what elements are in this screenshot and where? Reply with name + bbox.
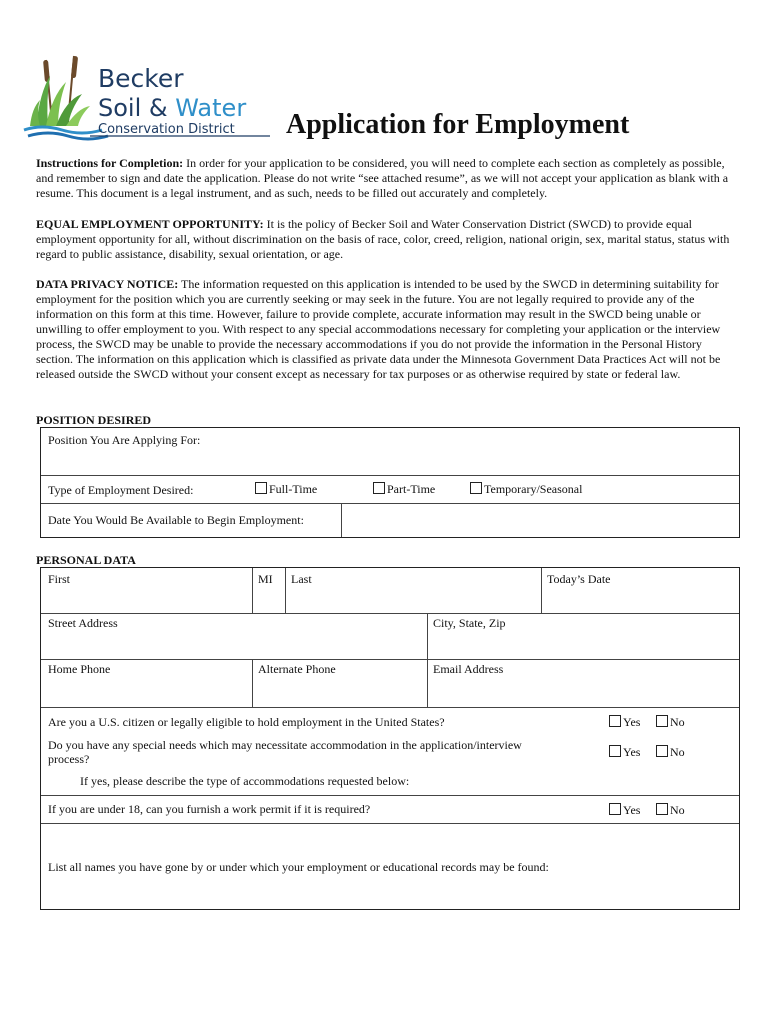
special-needs-no-option[interactable]: No (656, 745, 685, 760)
checkbox-icon[interactable] (373, 482, 385, 494)
last-name-field[interactable] (287, 588, 539, 612)
todays-date-label: Today’s Date (547, 572, 611, 586)
option-full-time[interactable]: Full-Time (255, 482, 317, 497)
eeo-heading: EQUAL EMPLOYMENT OPPORTUNITY: (36, 217, 264, 231)
divider (252, 568, 253, 613)
page-title: Application for Employment (286, 109, 630, 140)
special-needs-question-line1: Do you have any special needs which may necessitate accommodation in the application/interview (48, 738, 522, 752)
divider (41, 823, 739, 824)
last-name-label: Last (291, 572, 312, 586)
checkbox-icon[interactable] (609, 745, 621, 757)
special-needs-yes-option[interactable]: Yes (609, 745, 640, 760)
email-address-label: Email Address (433, 662, 504, 676)
email-address-field[interactable] (429, 679, 738, 706)
citizen-question: Are you a U.S. citizen or legally eligible to hold employment in the United States? (48, 715, 445, 729)
position-applying-label: Position You Are Applying For: (48, 433, 201, 447)
accommodations-describe-label: If yes, please describe the type of accommodations requested below: (80, 774, 410, 788)
alternate-phone-field[interactable] (254, 679, 425, 706)
logo-text-becker: Becker (98, 64, 184, 93)
instructions-paragraph (36, 156, 736, 201)
logo-text-soil-water (98, 96, 246, 120)
citizen-no-option[interactable]: No (656, 715, 685, 730)
street-address-label: Street Address (48, 616, 118, 630)
divider (41, 795, 739, 796)
checkbox-icon[interactable] (609, 715, 621, 727)
under-18-question: If you are under 18, can you furnish a work permit if it is required? (48, 802, 371, 816)
under-18-no-option[interactable]: No (656, 803, 685, 818)
logo-text-water: Water (175, 94, 247, 122)
employment-type-label: Type of Employment Desired: (48, 483, 194, 497)
divider (541, 568, 542, 613)
eeo-text: It is the policy of Becker Soil and Water Conservation District (SWCD) to provide equal employment opportunity for all, without discrimination on the basis of race, color, creed, religion, national origin, sex, marital status, status with regard to public assistance, disability, sexual orientation, or age. (36, 217, 730, 261)
instructions-heading: Instructions for Completion: (36, 156, 184, 170)
under-18-yes-option[interactable]: Yes (609, 803, 640, 818)
special-needs-question-line2: process? (48, 752, 90, 766)
instructions-text: In order for your application to be considered, you will need to complete each section as completely as possible, and remember to sign and date the application. Please do not write “see attached resume”, as we will not accept your application as blank with a resume. This document is a legal instrument, and as such, needs to be filled out accurately and completely. (36, 156, 729, 200)
home-phone-label: Home Phone (48, 662, 111, 676)
todays-date-field[interactable] (543, 588, 738, 612)
logo-text-district: Conservation District (98, 122, 235, 137)
divider (285, 568, 286, 613)
divider (341, 504, 342, 537)
checkbox-icon[interactable] (656, 715, 668, 727)
divider (41, 613, 739, 614)
option-temporary-seasonal[interactable]: Temporary/Seasonal (470, 482, 582, 497)
city-state-zip-label: City, State, Zip (433, 616, 506, 630)
divider (427, 660, 428, 707)
city-state-zip-field[interactable] (429, 633, 738, 658)
logo-text-soil: Soil & (98, 94, 176, 122)
privacy-text: The information requested on this application is intended to be used by the SWCD in determining suitability for employment for the position which you are currently seeking or may seek in the future. You are not legally required to provide any of the information on this form at this time. However, failure to provide complete, accurate information may result in the SWCD being unable or unwilling to offer employment to you. With respect to any special accommodations necessary for completing your application or the interview process, the SWCD may be unable to provide the necessary accommodations if you do not provide the information in the Personal History section. The information on this application which is classified as private data under the Minnesota Government Data Practices Act will not be released outside the SWCD without your consent except as necessary for tax purposes or as otherwise required by state or federal law. (36, 277, 721, 381)
citizen-yes-option[interactable]: Yes (609, 715, 640, 730)
checkbox-icon[interactable] (609, 803, 621, 815)
begin-date-label: Date You Would Be Available to Begin Employment: (48, 513, 304, 527)
privacy-paragraph (36, 277, 736, 382)
street-address-field[interactable] (42, 633, 425, 658)
position-applying-field[interactable] (42, 450, 738, 474)
divider (41, 475, 739, 476)
other-names-field[interactable] (42, 877, 738, 908)
divider (41, 707, 739, 708)
first-name-field[interactable] (42, 588, 250, 612)
home-phone-field[interactable] (42, 679, 250, 706)
privacy-heading: DATA PRIVACY NOTICE: (36, 277, 179, 291)
other-names-label: List all names you have gone by or under which your employment or educational records may be found: (48, 860, 549, 874)
divider (41, 659, 739, 660)
divider (427, 614, 428, 659)
option-part-time[interactable]: Part-Time (373, 482, 435, 497)
alternate-phone-label: Alternate Phone (258, 662, 336, 676)
checkbox-icon[interactable] (255, 482, 267, 494)
middle-initial-label: MI (258, 572, 273, 586)
divider (252, 660, 253, 707)
position-desired-heading: POSITION DESIRED (36, 413, 152, 427)
checkbox-icon[interactable] (656, 803, 668, 815)
divider (41, 503, 739, 504)
first-name-label: First (48, 572, 71, 586)
eeo-paragraph (36, 217, 736, 262)
checkbox-icon[interactable] (656, 745, 668, 757)
checkbox-icon[interactable] (470, 482, 482, 494)
begin-date-field[interactable] (343, 505, 738, 536)
middle-initial-field[interactable] (254, 588, 283, 612)
personal-data-heading: PERSONAL DATA (36, 553, 136, 567)
